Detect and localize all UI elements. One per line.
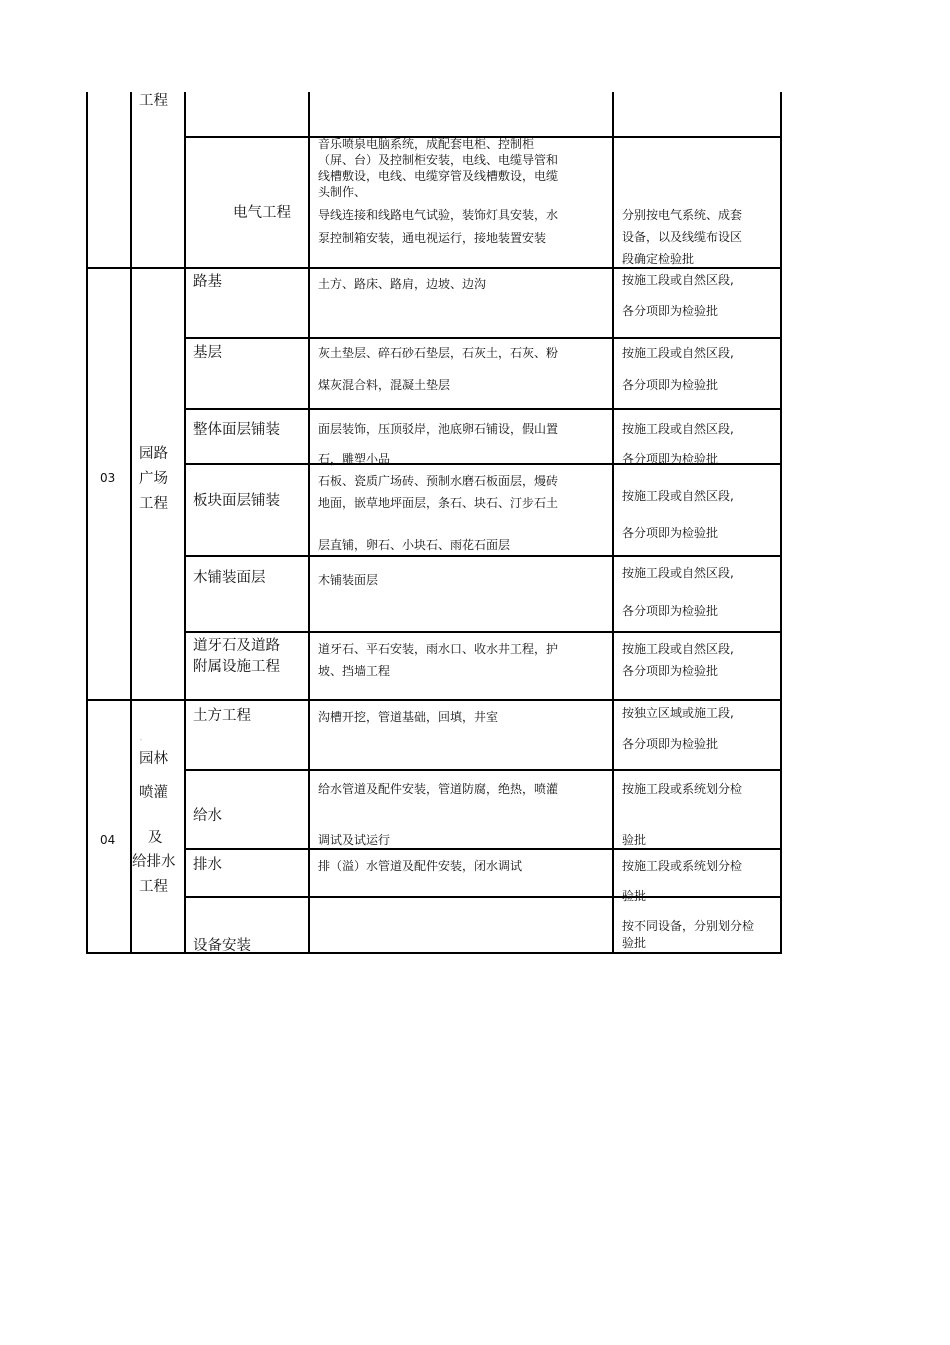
category-cell: 及 [148,830,163,846]
content-cell: 调试及试运行 [318,833,391,847]
content-cell: 灰土垫层、碎石砂石垫层，石灰土，石灰、粉 煤灰混合料，混凝土垫层 [318,346,559,392]
batch-cell: 分别按电气系统、成套 设备，以及线缆布设区 段确定检验批 [622,208,743,266]
content-cell: 土方、路床、路肩，边坡、边沟 [318,277,487,291]
batch-cell: 按施工段或自然区段, 各分项即为检验批 [622,489,734,540]
subproject-cell: 木铺装面层 [193,570,266,586]
stray-mark: 。 [140,735,147,742]
batch-cell: 按施工段或系统划分检 [622,782,743,796]
batch-cell: 按施工段或自然区段, 各分项即为检验批 [622,642,734,678]
section-number: 04 [100,833,116,847]
grid-line-row [184,408,782,410]
category-cell: 喷灌 [139,785,168,801]
category-cell: 给排水 [132,854,176,870]
grid-line-col4 [612,92,614,954]
batch-cell: 按施工段或自然区段, 各分项即为检验批 [622,422,734,466]
content-cell: 道牙石、平石安装，雨水口、收水井工程，护 坡、挡墙工程 [318,642,559,678]
content-cell: 排（溢）水管道及配件安装，闭水调试 [318,859,523,873]
batch-cell: 按施工段或系统划分检 验批 [622,859,743,903]
grid-line-right [780,92,782,954]
category-cell: 工程 [139,879,168,895]
category-cell: 园路 广场 工程 [139,446,168,512]
batch-cell: 按独立区域或施工段, 各分项即为检验批 [622,706,734,751]
content-cell: 石板、瓷质广场砖、预制水磨石板面层，熳砖 地面，嵌草地坪面层，条石、块石、汀步石土 [318,474,559,510]
grid-line-col2 [184,92,186,954]
batch-cell: 按施工段或自然区段, 各分项即为检验批 [622,346,734,392]
content-cell: 层直铺，卵石、小块石、雨花石面层 [318,538,511,552]
content-cell: 音乐喷泉电脑系统，成配套电柜、控制柜 （屏、台）及控制柜安装，电线、电缆导管和 线槽敷设，电线、电缆穿管及线槽敷设，电缆 头制作、 [318,137,559,199]
section-number: 03 [100,471,116,485]
subproject-cell: 基层 [193,345,222,361]
subproject-cell: 道牙石及道路 附属设施工程 [193,638,280,675]
grid-line-left [86,92,88,954]
content-cell: 导线连接和线路电气试验，装饰灯具安装，水 泵控制箱安装，通电视运行，接地装置安装 [318,208,559,245]
grid-line-row [184,848,782,850]
subproject-cell: 路基 [193,274,222,290]
batch-cell: 按施工段或自然区段, 各分项即为检验批 [622,566,734,618]
batch-cell: 按不同设备，分别划分检 验批 [622,919,755,950]
grid-line-col1 [130,92,132,954]
subproject-cell: 排水 [193,857,222,873]
subproject-cell: 电气工程 [233,205,291,221]
grid-line-col3 [308,92,310,954]
subproject-cell: 整体面层铺装 [193,422,280,438]
content-cell: 给水管道及配件安装，管道防腐，绝热，喷灌 [318,782,559,796]
subproject-cell: 土方工程 [193,708,251,724]
subproject-cell: 给水 [193,808,222,824]
category-cell: 园林 [139,751,168,767]
category-cell: 工程 [139,93,168,109]
grid-line-bottom [86,952,782,954]
subproject-cell: 板块面层铺装 [193,493,280,509]
batch-cell: 验批 [622,833,647,847]
grid-line-row [184,769,782,771]
content-cell: 沟槽开挖，管道基础，回填，井室 [318,710,499,724]
grid-line-row [184,631,782,633]
batch-cell: 按施工段或自然区段, 各分项即为检验批 [622,273,734,318]
subproject-cell: 设备安装 [193,938,251,954]
content-cell: 面层装饰，压顶驳岸，池底卵石铺设，假山置 石，雕塑小品 [318,422,559,466]
content-cell: 木铺装面层 [318,573,379,587]
